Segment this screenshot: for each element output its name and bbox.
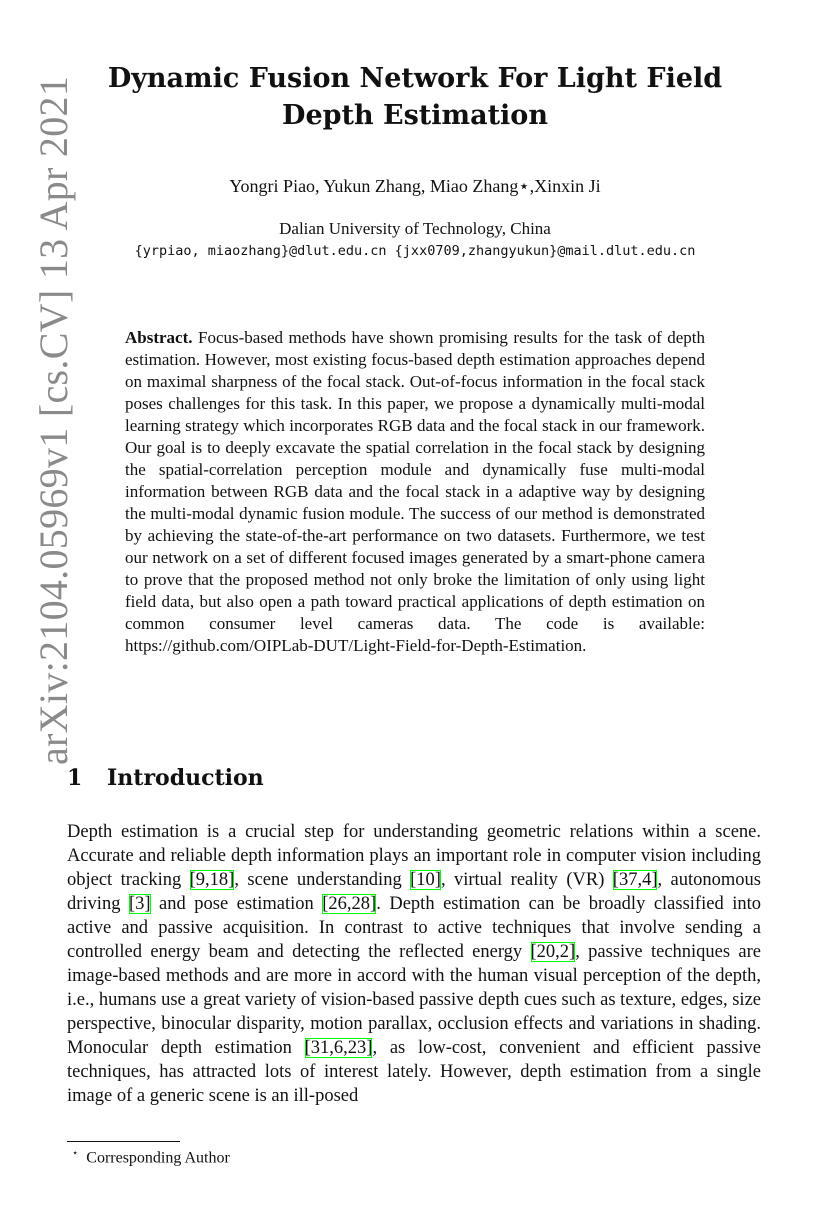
- author-emails: {yrpiao, miaozhang}@dlut.edu.cn {jxx0709,zhangyukun}@mail.dlut.edu.cn: [134, 243, 696, 259]
- abstract: [125, 327, 705, 657]
- intro-paragraph: [67, 820, 761, 1108]
- arxiv-identifier: arXiv:2104.05969v1 [cs.CV] 13 Apr 2021: [31, 75, 76, 765]
- footnote-rule: [67, 1141, 180, 1142]
- intro-text: Depth estimation is a crucial step for understanding geometric relations within a scene. Accurate and reliable depth information plays an important role in computer vision including object tracking: [67, 822, 761, 890]
- citation-link[interactable]: [26,28]: [322, 894, 377, 914]
- citation-link[interactable]: [10]: [410, 870, 441, 890]
- section-title: Introduction: [107, 765, 264, 791]
- citation-link[interactable]: [20,2]: [530, 942, 576, 962]
- paper-title: Dynamic Fusion Network For Light Field Depth Estimation: [107, 63, 723, 131]
- section-heading: [67, 765, 264, 791]
- intro-text: , virtual reality (VR): [440, 870, 613, 890]
- footnote-mark: ⋆: [72, 1148, 79, 1159]
- citation-link[interactable]: [37,4]: [612, 870, 658, 890]
- intro-text: , autonomous driving: [67, 870, 761, 914]
- abstract-label: Abstract.: [125, 328, 193, 347]
- intro-text: , scene understanding: [234, 870, 411, 890]
- citation-link[interactable]: [31,6,23]: [304, 1038, 373, 1058]
- affiliation: Dalian University of Technology, China: [279, 219, 551, 238]
- abstract-text: Focus-based methods have shown promising results for the task of depth estimation. However, most existing focus-based depth estimation approaches depend on maximal sharpness of the focal stack. Out-of-focus information in the focal stack poses challenges for this task. In this paper, we propose a dynamically multi-modal learning strategy which incorporates RGB data and the focal stack in our framework. Our goal is to deeply excavate the spatial correlation in the focal stack by designing the spatial-correlation perception module and dynamically fuse multi-modal information between RGB data and the focal stack in a adaptive way by designing the multi-modal dynamic fusion module. The success of our method is demonstrated by achieving the state-of-the-art performance on two datasets. Furthermore, we test our network on a set of different focused images generated by a smart-phone camera to prove that the proposed method not only broke the limitation of only using light field data, but also open a path toward practical applications of depth estimation on common consumer level cameras data. The code is available: https://github.com/OIPLab-DUT/Light-Field-for-Depth-Estimation.: [125, 328, 706, 655]
- intro-text: . Depth estimation can be broadly classified into active and passive acquisition. In contrast to active techniques that involve sending a controlled energy beam and detecting the reflected energy: [67, 894, 761, 962]
- citation-link[interactable]: [3]: [128, 894, 151, 914]
- section-number: 1: [67, 765, 83, 791]
- footnote: [72, 1148, 230, 1167]
- intro-text: , passive techniques are image-based methods and are more in accord with the human visual perception of the depth, i.e., humans use a great variety of vision-based passive depth cues such as texture, edges, size perspective, binocular disparity, motion parallax, occlusion effects and variations in shading. Monocular depth estimation: [67, 942, 761, 1058]
- citation-link[interactable]: [9,18]: [189, 870, 235, 890]
- intro-text: , as low-cost, convenient and efficient passive techniques, has attracted lots of interest lately. However, depth estimation from a single image of a generic scene is an ill-posed: [67, 1038, 761, 1106]
- footnote-text: Corresponding Author: [86, 1149, 230, 1167]
- author-list: Yongri Piao, Yukun Zhang, Miao Zhang⋆,Xinxin Ji: [229, 176, 601, 196]
- intro-text: and pose estimation: [150, 894, 323, 914]
